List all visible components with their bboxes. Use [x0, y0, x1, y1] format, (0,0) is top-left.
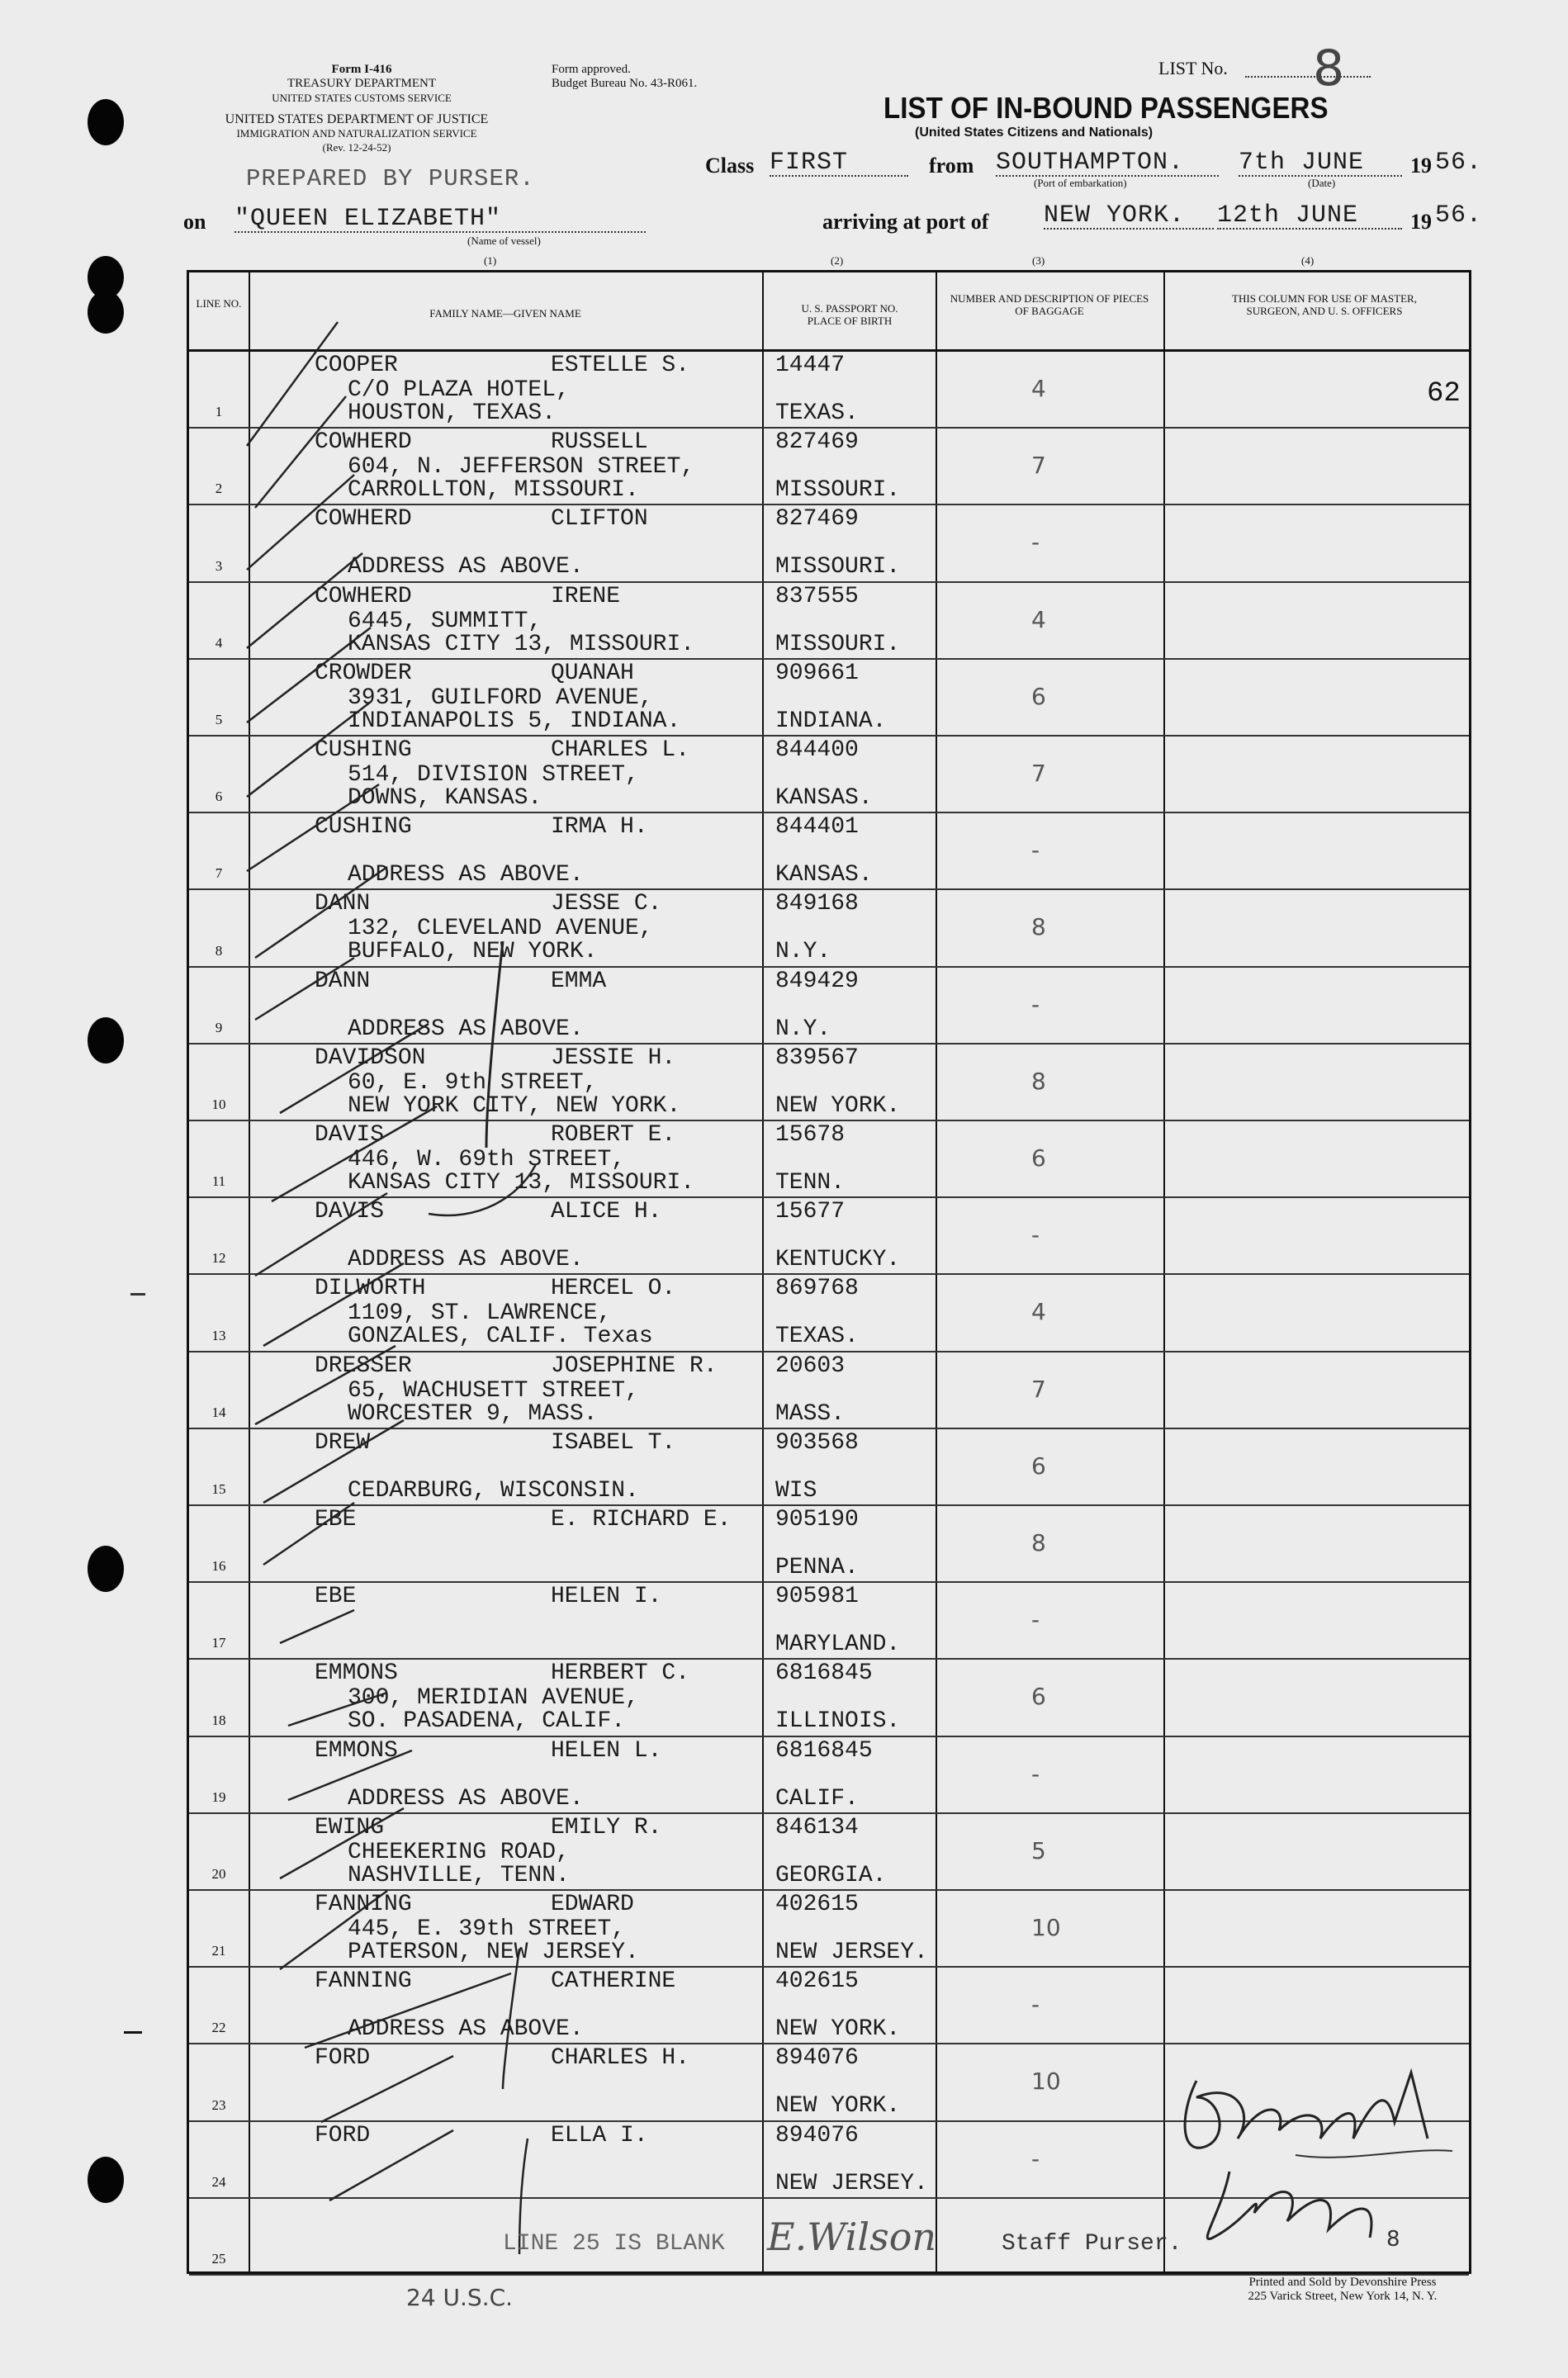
line-number: 9	[215, 1019, 223, 1035]
line-number: 20	[211, 1865, 226, 1882]
line-number: 5	[215, 711, 223, 727]
line-number: 16	[211, 1558, 226, 1575]
given-name: HELEN L.	[551, 1737, 662, 1764]
header-passport: U. S. PASSPORT NO. PLACE OF BIRTH	[801, 302, 898, 327]
line-25-note	[503, 2231, 725, 2257]
baggage-count: 6	[1031, 1144, 1046, 1172]
family-name: DANN	[315, 891, 371, 917]
table-row	[189, 1045, 1469, 1121]
given-name: E. RICHARD E.	[551, 1507, 732, 1532]
address-line-2: WORCESTER 9, MASS.	[348, 1400, 598, 1427]
place-of-birth: NEW JERSEY.	[775, 1940, 928, 1965]
address-line-1: 60, E. 9th STREET,	[348, 1069, 598, 1096]
header-line-no: LINE NO.	[196, 297, 242, 310]
table-row	[189, 660, 1469, 737]
baggage-count: 6	[1031, 1683, 1046, 1711]
family-name: EBE	[315, 1507, 357, 1532]
passport-number: 839567	[775, 1045, 859, 1071]
binder-hole	[88, 2157, 124, 2203]
address-line-2: ADDRESS AS ABOVE.	[348, 1247, 584, 1273]
given-name: QUANAH	[551, 660, 634, 686]
place-of-birth: KANSAS.	[775, 862, 873, 888]
place-of-birth: ILLINOIS.	[775, 1708, 901, 1735]
table-row	[189, 968, 1469, 1045]
line-number: 8	[215, 942, 223, 959]
address-line-1: 300, MERIDIAN AVENUE,	[348, 1685, 639, 1712]
family-name: COWHERD	[315, 583, 412, 609]
family-name: DREW	[315, 1429, 371, 1456]
family-name: CROWDER	[315, 660, 412, 686]
baggage-count: 4	[1031, 1298, 1046, 1326]
date-caption: (Date)	[1308, 177, 1336, 189]
baggage-count: -	[1031, 1760, 1040, 1788]
line-number: 14	[211, 1404, 226, 1420]
table-row	[189, 505, 1469, 582]
passport-number: 827469	[775, 429, 859, 456]
address-line-2: ADDRESS AS ABOVE.	[348, 1016, 584, 1042]
family-name: CUSHING	[315, 814, 412, 841]
passport-number: 6816845	[775, 1737, 873, 1764]
arrival-port: NEW YORK.	[1044, 203, 1214, 230]
vessel-caption: (Name of vessel)	[467, 234, 541, 247]
doj-header	[183, 112, 530, 154]
address-line-2: PATERSON, NEW JERSEY.	[348, 1940, 639, 1965]
passport-number: 846134	[775, 1814, 859, 1840]
place-of-birth: NEW YORK.	[775, 2093, 901, 2120]
family-name: FORD	[315, 2122, 371, 2148]
line-number: 24	[211, 2173, 226, 2190]
form-header-left	[221, 63, 502, 105]
given-name: EDWARD	[551, 1892, 634, 1917]
line-number: 1	[215, 404, 223, 420]
passport-number: 909661	[775, 660, 859, 686]
family-name: EBE	[315, 1584, 357, 1610]
address-line-2: NEW YORK CITY, NEW YORK.	[348, 1092, 681, 1119]
margin-tick	[130, 1293, 145, 1296]
family-name: FORD	[315, 2045, 371, 2072]
place-of-birth: INDIANA.	[775, 708, 887, 734]
vessel-name: "QUEEN ELIZABETH"	[234, 206, 646, 233]
place-of-birth: NEW JERSEY.	[775, 2170, 928, 2196]
passport-number: 402615	[775, 1892, 859, 1917]
baggage-count: 4	[1031, 605, 1046, 633]
address-line-1: 514, DIVISION STREET,	[348, 762, 639, 788]
address-line-2: CARROLLTON, MISSOURI.	[348, 477, 639, 504]
address-line-2: SO. PASADENA, CALIF.	[348, 1708, 626, 1735]
from-label: from	[929, 154, 974, 178]
printer-line-2: 225 Varick Street, New York 14, N. Y.	[1248, 2290, 1438, 2303]
address-line-2: BUFFALO, NEW YORK.	[348, 939, 598, 965]
given-name: CATHERINE	[551, 1968, 676, 1995]
passport-number: 15677	[775, 1199, 846, 1225]
given-name: JESSIE H.	[551, 1045, 676, 1071]
address-line-1: 445, E. 39th STREET,	[348, 1916, 626, 1942]
place-of-birth: MISSOURI.	[775, 631, 901, 657]
address-line-2: ADDRESS AS ABOVE.	[348, 554, 584, 580]
place-of-birth: KENTUCKY.	[775, 1247, 901, 1273]
family-name: DILWORTH	[315, 1276, 426, 1302]
address-line-2: ADDRESS AS ABOVE.	[348, 1785, 584, 1812]
table-row	[189, 1814, 1469, 1891]
passport-number: 827469	[775, 506, 859, 533]
binder-hole	[88, 1546, 124, 1592]
address-line-1: 6445, SUMMITT,	[348, 608, 542, 634]
address-line-2: KANSAS CITY 13, MISSOURI.	[348, 631, 695, 657]
list-number-underline	[1245, 76, 1371, 78]
passenger-table	[187, 270, 1471, 2274]
baggage-count: -	[1031, 1991, 1040, 2019]
place-of-birth: N.Y.	[775, 1016, 831, 1042]
embarkation-date: 7th JUNE	[1239, 150, 1402, 177]
given-name: CHARLES L.	[551, 737, 690, 763]
form-approved: Form approved.	[552, 63, 631, 76]
line-number: 13	[211, 1327, 226, 1343]
table-row	[189, 352, 1469, 429]
table-row	[189, 429, 1469, 505]
treasury-dept: TREASURY DEPARTMENT	[287, 77, 437, 90]
line-number: 25	[211, 2250, 226, 2267]
given-name: ROBERT E.	[551, 1122, 676, 1148]
address-line-1: C/O PLAZA HOTEL,	[348, 377, 570, 403]
baggage-count: 4	[1031, 375, 1046, 402]
class-label: Class	[705, 154, 755, 178]
table-row	[189, 1583, 1469, 1660]
given-name: HERCEL O.	[551, 1276, 676, 1302]
address-line-1: 604, N. JEFFERSON STREET,	[348, 454, 695, 481]
table-row	[189, 737, 1469, 813]
header-name: FAMILY NAME—GIVEN NAME	[429, 307, 581, 320]
family-name: DRESSER	[315, 1352, 412, 1379]
address-line-2: INDIANAPOLIS 5, INDIANA.	[348, 708, 681, 734]
line-number: 19	[211, 1788, 226, 1805]
family-name: DAVIDSON	[315, 1045, 426, 1071]
header-baggage: NUMBER AND DESCRIPTION OF PIECES OF BAGGAGE	[950, 292, 1149, 317]
table-row	[189, 1660, 1469, 1736]
place-of-birth: TEXAS.	[775, 400, 859, 426]
given-name: IRMA H.	[551, 814, 648, 841]
column-number: (4)	[1301, 254, 1315, 267]
given-name: IRENE	[551, 583, 621, 609]
place-of-birth: NEW YORK.	[775, 1092, 901, 1119]
customs-service: UNITED STATES CUSTOMS SERVICE	[272, 92, 452, 104]
on-label: on	[183, 210, 206, 234]
line-number: 17	[211, 1635, 226, 1651]
place-of-birth: MISSOURI.	[775, 477, 901, 504]
address-line-1: 3931, GUILFORD AVENUE,	[348, 685, 653, 711]
line-number: 7	[215, 865, 223, 882]
document-subtitle: (United States Citizens and Nationals)	[915, 126, 1153, 140]
address-line-2: KANSAS CITY 13, MISSOURI.	[348, 1170, 695, 1196]
baggage-count: 8	[1031, 1067, 1046, 1095]
port-of-embarkation: SOUTHAMPTON.	[996, 150, 1219, 177]
baggage-count: -	[1031, 2144, 1040, 2172]
given-name: EMMA	[551, 968, 607, 994]
staff-purser-label: Staff Purser.	[1002, 2231, 1182, 2257]
baggage-count: 6	[1031, 1452, 1046, 1480]
place-of-birth: MISSOURI.	[775, 554, 901, 580]
baggage-count: -	[1031, 836, 1040, 865]
form-approval	[552, 63, 697, 91]
given-name: RUSSELL	[551, 429, 648, 456]
given-name: ISABEL T.	[551, 1429, 676, 1456]
budget-bureau: Budget Bureau No. 43-R061.	[552, 77, 698, 90]
address-line-1: 1109, ST. LAWRENCE,	[348, 1300, 612, 1327]
column-number: (2)	[831, 254, 844, 267]
revision-label: (Rev. 12-24-52)	[322, 141, 391, 154]
place-of-birth: CALIF.	[775, 1785, 859, 1812]
passport-number: 402615	[775, 1968, 859, 1995]
passport-number: 905981	[775, 1584, 859, 1610]
address-line-1: 65, WACHUSETT STREET,	[348, 1377, 639, 1404]
table-row	[189, 813, 1469, 890]
baggage-count: 8	[1031, 1529, 1046, 1556]
baggage-count: 10	[1031, 1914, 1061, 1941]
line-number: 4	[215, 634, 223, 651]
table-row	[189, 1275, 1469, 1352]
list-number-label: LIST No.	[1158, 58, 1228, 78]
baggage-count: -	[1031, 1606, 1040, 1634]
printer-info	[1194, 2276, 1491, 2304]
place-of-birth: TENN.	[775, 1170, 846, 1196]
officers-note: 62	[1427, 378, 1461, 410]
line-number: 15	[211, 1480, 226, 1497]
passport-number: 20603	[775, 1352, 846, 1379]
baggage-count: 8	[1031, 913, 1046, 941]
column-number: (3)	[1032, 254, 1045, 267]
table-row	[189, 583, 1469, 660]
passport-number: 15678	[775, 1122, 846, 1148]
passport-number: 849429	[775, 968, 859, 994]
class-value: FIRST	[770, 150, 908, 177]
list-number-value: 8	[1313, 40, 1345, 97]
arriving-label: arriving at port of	[822, 210, 989, 234]
line-number: 22	[211, 2020, 226, 2036]
ins-label: IMMIGRATION AND NATURALIZATION SERVICE	[236, 127, 477, 140]
address-line-2: GONZALES, CALIF. Texas	[348, 1324, 653, 1350]
family-name: COWHERD	[315, 429, 412, 456]
doj-label: UNITED STATES DEPARTMENT OF JUSTICE	[225, 112, 489, 126]
address-line-1: 446, W. 69th STREET,	[348, 1147, 626, 1172]
footer-code: 24 U.S.C.	[406, 2284, 514, 2311]
family-name: DANN	[315, 968, 371, 994]
baggage-count: -	[1031, 528, 1040, 557]
header-officers: THIS COLUMN FOR USE OF MASTER, SURGEON, AND U. S. OFFICERS	[1232, 292, 1417, 317]
document-title: LIST OF IN-BOUND PASSENGERS	[883, 91, 1329, 125]
passport-number: 903568	[775, 1429, 859, 1456]
line-number: 21	[211, 1943, 226, 1959]
given-name: ESTELLE S.	[551, 353, 690, 378]
given-name: CLIFTON	[551, 506, 648, 533]
address-line-2: HOUSTON, TEXAS.	[348, 400, 557, 426]
purser-signature: E.Wilson	[767, 2215, 937, 2259]
family-name: CUSHING	[315, 737, 412, 763]
passport-number: 869768	[775, 1276, 859, 1302]
table-row	[189, 1198, 1469, 1275]
passport-number: 905190	[775, 1507, 859, 1532]
place-of-birth: NEW YORK.	[775, 2016, 901, 2043]
address-line-1: 132, CLEVELAND AVENUE,	[348, 916, 653, 942]
passport-number: 849168	[775, 891, 859, 917]
binder-hole	[88, 1017, 124, 1063]
family-name: EMMONS	[315, 1737, 398, 1764]
address-line-2: DOWNS, KANSAS.	[348, 785, 542, 811]
table-row	[189, 1352, 1469, 1429]
place-of-birth: WIS	[775, 1477, 817, 1504]
table-row	[189, 1968, 1469, 2044]
baggage-count: 5	[1031, 1836, 1046, 1864]
printer-line-1: Printed and Sold by Devonshire Press	[1248, 2276, 1437, 2289]
line-number: 23	[211, 2096, 226, 2113]
given-name: HELEN I.	[551, 1584, 662, 1610]
given-name: JESSE C.	[551, 891, 662, 917]
given-name: JOSEPHINE R.	[551, 1352, 718, 1379]
line-number: 12	[211, 1250, 226, 1267]
binder-hole	[88, 99, 124, 145]
given-name: EMILY R.	[551, 1814, 662, 1840]
passport-number: 14447	[775, 353, 846, 378]
given-name: HERBERT C.	[551, 1660, 690, 1687]
passport-number: 894076	[775, 2045, 859, 2072]
table-row	[189, 1891, 1469, 1968]
table-row	[189, 1121, 1469, 1198]
binder-hole	[88, 291, 124, 334]
place-of-birth: N.Y.	[775, 939, 831, 965]
family-name: COOPER	[315, 353, 398, 378]
given-name: ALICE H.	[551, 1199, 662, 1225]
passport-number: 837555	[775, 583, 859, 609]
address-line-2: ADDRESS AS ABOVE.	[348, 862, 584, 888]
place-of-birth: KANSAS.	[775, 785, 873, 811]
margin-tick	[124, 2031, 142, 2034]
line-number: 2	[215, 481, 223, 497]
place-of-birth: GEORGIA.	[775, 1862, 887, 1888]
line-25-blank-text: LINE 25 IS BLANK	[503, 2231, 725, 2257]
baggage-count: 7	[1031, 760, 1046, 787]
year-suffix: 56.	[1435, 149, 1483, 177]
column-number: (1)	[484, 254, 497, 267]
arrival-year-suffix: 56.	[1435, 201, 1483, 230]
arrival-date: 12th JUNE	[1217, 203, 1402, 230]
address-line-1: CHEEKERING ROAD,	[348, 1839, 570, 1865]
baggage-count: -	[1031, 990, 1040, 1018]
given-name: ELLA I.	[551, 2122, 648, 2148]
line-number: 18	[211, 1712, 226, 1728]
table-row	[189, 890, 1469, 967]
baggage-count: 7	[1031, 1375, 1046, 1403]
place-of-birth: PENNA.	[775, 1555, 859, 1580]
svg-text:8: 8	[1386, 2227, 1400, 2252]
baggage-count: 6	[1031, 682, 1046, 710]
passport-number: 894076	[775, 2122, 859, 2148]
prepared-by: PREPARED BY PURSER.	[246, 165, 535, 192]
line-number: 3	[215, 557, 223, 574]
address-line-2: CEDARBURG, WISCONSIN.	[348, 1477, 639, 1504]
family-name: FANNING	[315, 1968, 412, 1995]
given-name: CHARLES H.	[551, 2045, 690, 2072]
year-prefix: 19	[1410, 154, 1432, 178]
place-of-birth: TEXAS.	[775, 1324, 859, 1350]
passport-number: 844400	[775, 737, 859, 763]
passport-number: 6816845	[775, 1660, 873, 1687]
address-line-2: NASHVILLE, TENN.	[348, 1862, 570, 1888]
family-name: COWHERD	[315, 506, 412, 533]
family-name: EMMONS	[315, 1660, 398, 1687]
baggage-count: 10	[1031, 2068, 1061, 2096]
form-number: Form I-416	[331, 63, 392, 76]
family-name: DAVIS	[315, 1199, 385, 1225]
line-number: 10	[211, 1096, 226, 1112]
baggage-count: -	[1031, 1221, 1040, 1249]
arrival-year-prefix: 19	[1410, 210, 1432, 234]
table-row	[189, 1737, 1469, 1814]
address-line-2: ADDRESS AS ABOVE.	[348, 2016, 584, 2043]
family-name: DAVIS	[315, 1122, 385, 1148]
table-row	[189, 1429, 1469, 1506]
line-number: 6	[215, 789, 223, 805]
line-number: 11	[211, 1173, 226, 1190]
baggage-count: 7	[1031, 452, 1046, 480]
official-signature-scribble	[1163, 2048, 1469, 2262]
passport-number: 844401	[775, 814, 859, 841]
port-embark-caption: (Port of embarkation)	[1034, 177, 1127, 189]
place-of-birth: MASS.	[775, 1400, 846, 1427]
place-of-birth: MARYLAND.	[775, 1632, 901, 1658]
family-name: EWING	[315, 1814, 385, 1840]
table-row	[189, 1506, 1469, 1583]
family-name: FANNING	[315, 1892, 412, 1917]
